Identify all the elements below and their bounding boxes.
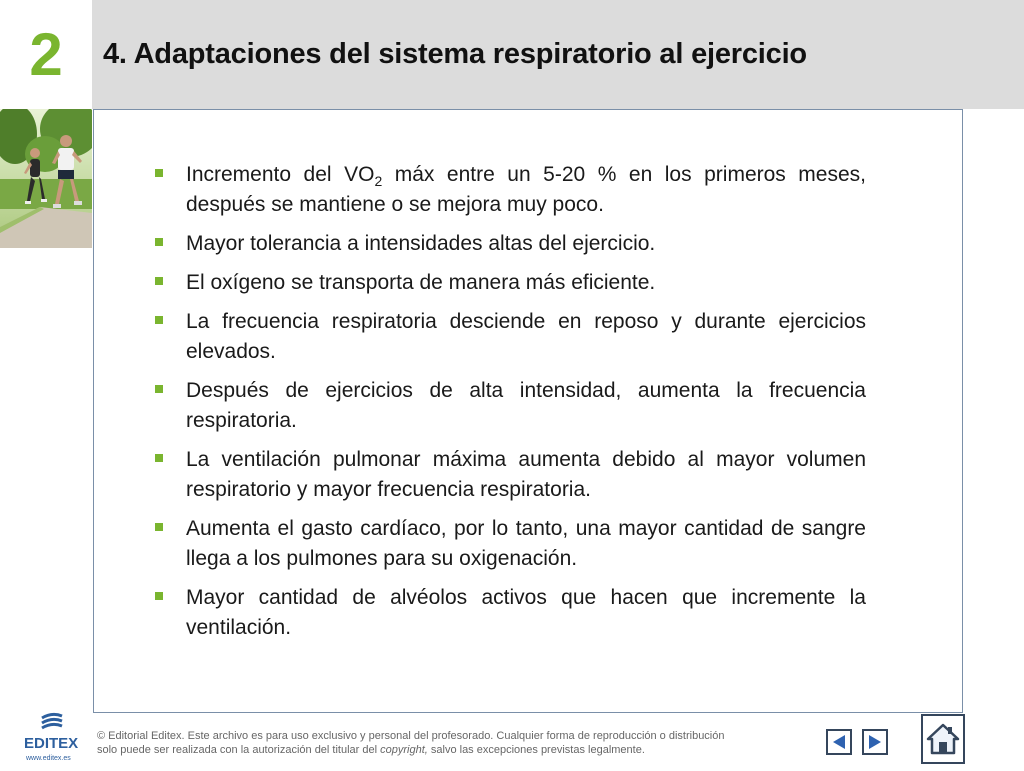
- previous-slide-button[interactable]: [826, 729, 852, 755]
- page-title: 4. Adaptaciones del sistema respiratorio al ejercicio: [103, 38, 807, 70]
- copyright-notice: © Editorial Editex. Este archivo es para uso exclusivo y personal del profesorado. Cualquier forma de reproducción o distribución solo puede ser realizada con la autorización del titular del copyright, salvo las excepciones previstas legalmente.: [97, 730, 725, 756]
- square-bullet-icon: [155, 385, 163, 393]
- svg-text:EDITEX: EDITEX: [24, 735, 79, 752]
- triangle-left-icon: [830, 733, 848, 751]
- square-bullet-icon: [155, 238, 163, 246]
- bullet-item: La ventilación pulmonar máxima aumenta debido al mayor volumen respiratorio y mayor frecuencia respiratoria.: [154, 445, 866, 505]
- bullet-item: El oxígeno se transporta de manera más eficiente.: [154, 268, 866, 298]
- runners-photo: [0, 109, 92, 248]
- triangle-right-icon: [866, 733, 884, 751]
- bullet-item: Mayor tolerancia a intensidades altas del ejercicio.: [154, 229, 866, 259]
- bullet-item: Después de ejercicios de alta intensidad, aumenta la frecuencia respiratoria.: [154, 376, 866, 436]
- square-bullet-icon: [155, 277, 163, 285]
- square-bullet-icon: [155, 523, 163, 531]
- bullet-list: [154, 160, 866, 652]
- chapter-number: 2: [29, 21, 63, 88]
- editex-logo: [22, 710, 94, 766]
- square-bullet-icon: [155, 169, 163, 177]
- square-bullet-icon: [155, 592, 163, 600]
- square-bullet-icon: [155, 454, 163, 462]
- next-slide-button[interactable]: [862, 729, 888, 755]
- house-icon: [926, 722, 960, 756]
- svg-text:www.editex.es: www.editex.es: [26, 755, 71, 762]
- square-bullet-icon: [155, 316, 163, 324]
- bullet-item: Incremento del $VO_2$ máx entre un 5-20 % en los primeros meses, después se mantiene o se mejora muy poco.: [154, 160, 866, 220]
- bullet-item: La frecuencia respiratoria desciende en reposo y durante ejercicios elevados.: [154, 307, 866, 367]
- bullet-item: Aumenta el gasto cardíaco, por lo tanto, una mayor cantidad de sangre llega a los pulmones para su oxigenación.: [154, 514, 866, 574]
- bullet-item: Mayor cantidad de alvéolos activos que hacen que incremente la ventilación.: [154, 583, 866, 643]
- home-button[interactable]: [921, 714, 965, 764]
